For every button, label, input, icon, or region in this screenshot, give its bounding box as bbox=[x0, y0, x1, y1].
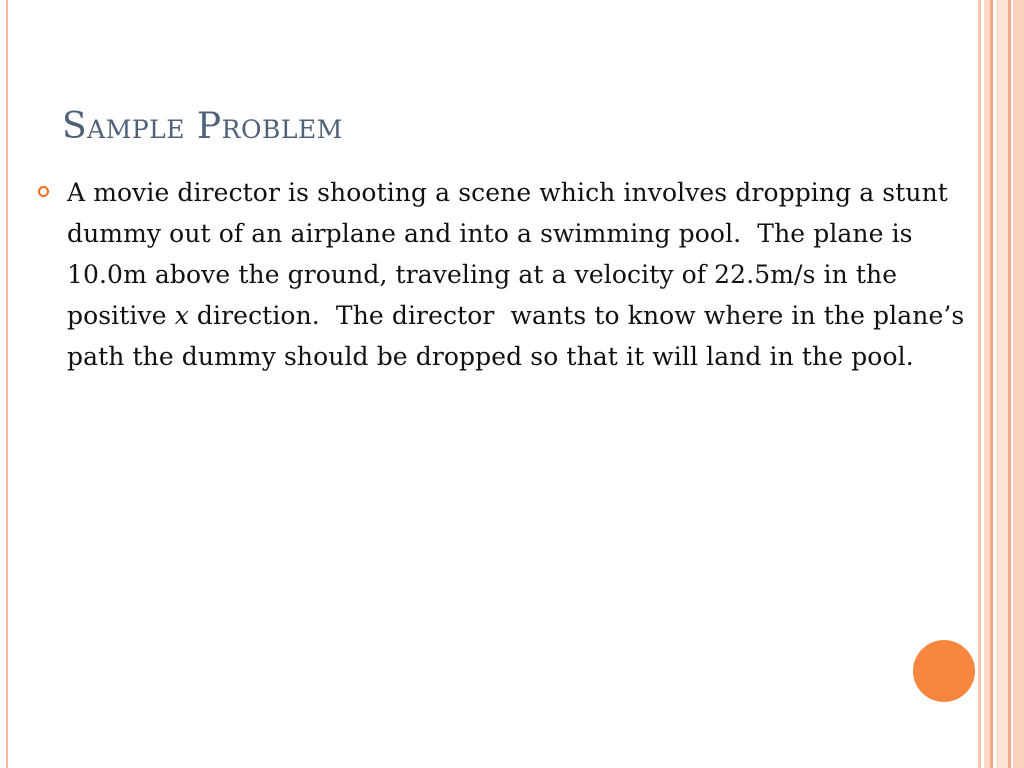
right-decorative-stripe bbox=[990, 0, 993, 768]
bullet-text-part: A movie director is shooting a scene which involves dropping a stunt dummy out of an airplane and into a swimming pool. The plane is 10.0m above the ground, traveling at a velocity of 22.5m/s in the positive bbox=[67, 178, 956, 330]
right-decorative-stripe bbox=[978, 0, 981, 768]
right-decorative-stripe bbox=[996, 0, 1008, 768]
bullet-text bbox=[67, 172, 974, 377]
bullet-list bbox=[34, 172, 974, 377]
right-decorative-stripe bbox=[1013, 0, 1024, 768]
left-border-line bbox=[6, 0, 8, 768]
decorative-orange-circle bbox=[913, 640, 975, 702]
bullet-text-italic-variable: x bbox=[174, 301, 189, 330]
bullet-circle-icon bbox=[38, 186, 49, 197]
right-decorative-stripe bbox=[1008, 0, 1011, 768]
bullet-text-part: direction. The director wants to know where in the plane’s path the dummy should be dropped so that it will land in the pool. bbox=[67, 301, 973, 371]
slide-title: Sample Problem bbox=[62, 106, 343, 147]
bullet-item bbox=[34, 172, 974, 377]
